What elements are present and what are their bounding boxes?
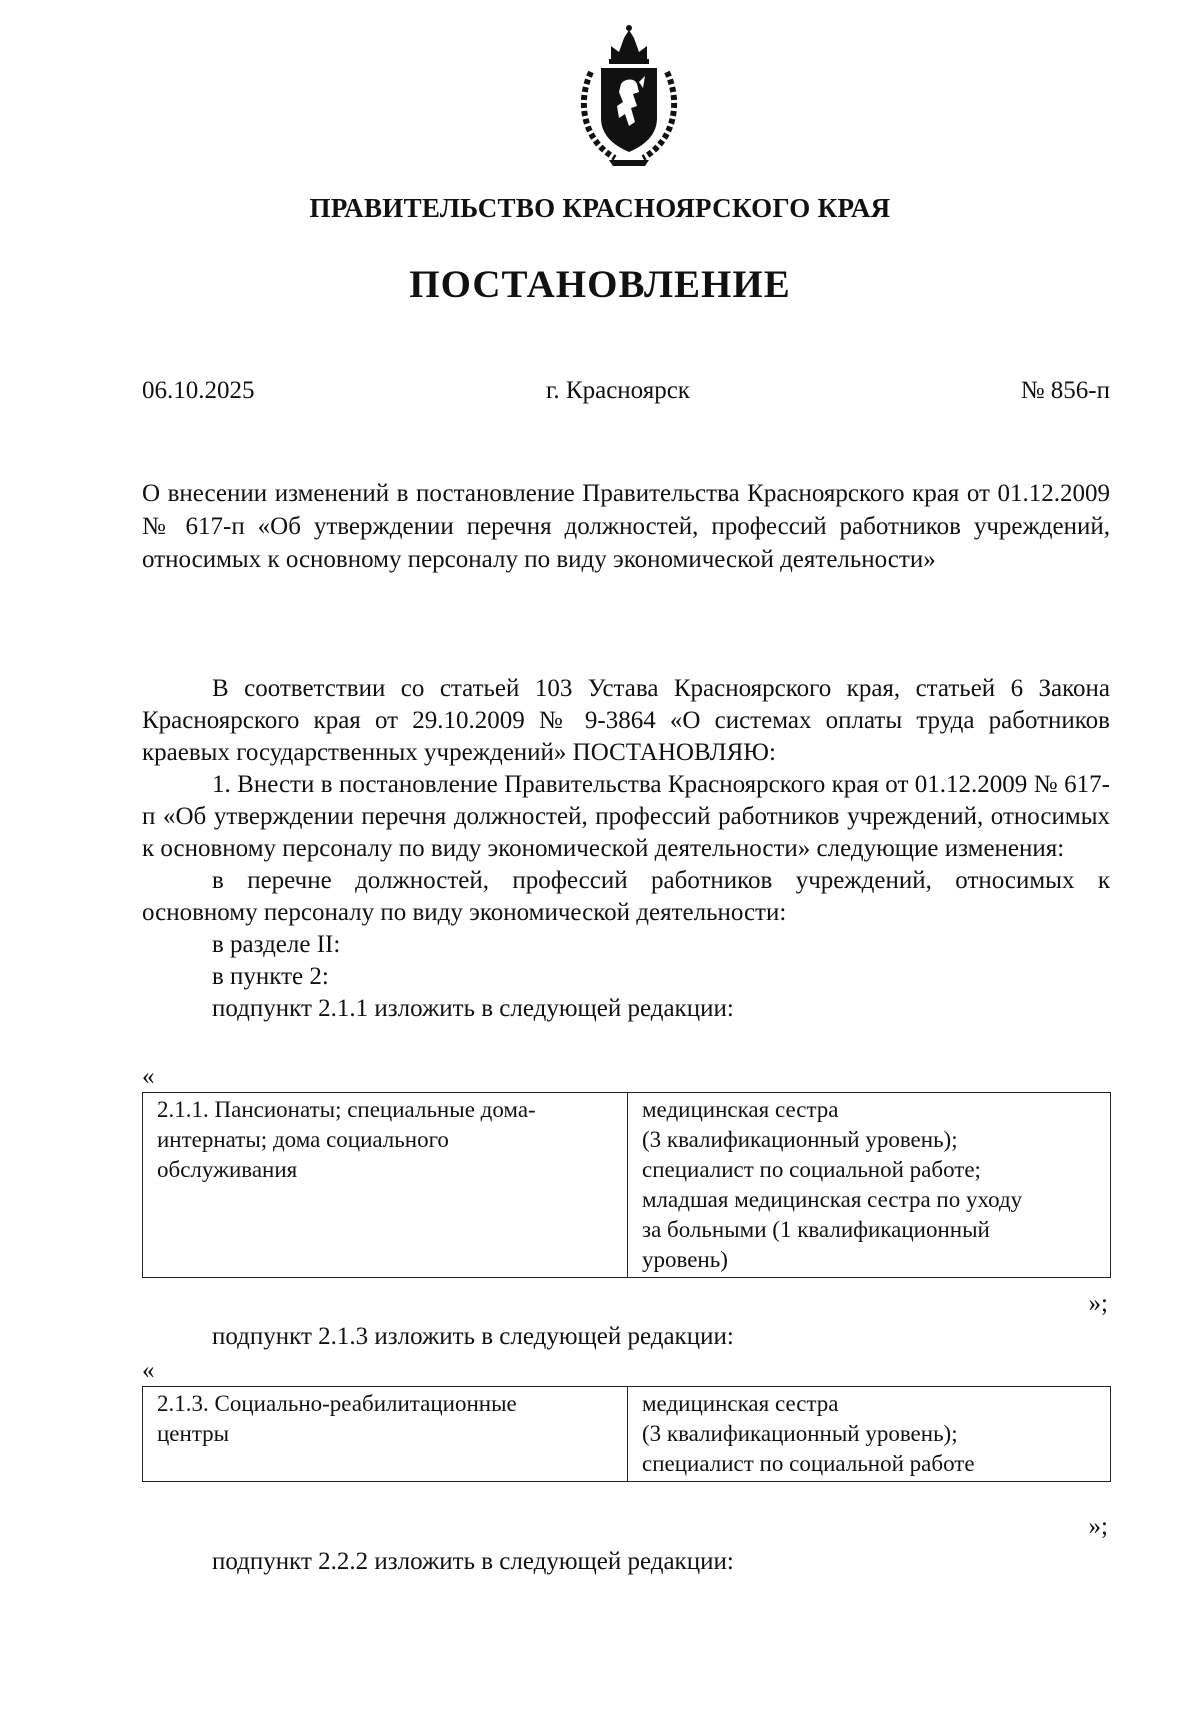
document-type: ПОСТАНОВЛЕНИЕ (409, 263, 791, 306)
quote-open-mark: « (142, 1063, 155, 1090)
krasnoyarsk-coat-of-arms-emblem (569, 22, 689, 168)
subpoint-2-1-3-line: подпункт 2.1.3 изложить в следующей редакции: (212, 1323, 734, 1350)
cell-line: центры (157, 1421, 230, 1446)
cell-line: медицинская сестра (642, 1391, 839, 1416)
clause-1-paragraph: 1. Внести в постановление Правительства Красноярского края от 01.12.2009 № 617-п «Об утверждении перечня должностей, профессий работников учреждений, относимых к основному персоналу по виду экономической деятельности» следующие изменения: (142, 771, 1110, 862)
cell-line: специалист по социальной работе (642, 1451, 975, 1476)
list-changes-paragraph: в перечне должностей, профессий работников учреждений, относимых к основному персоналу по виду экономической деятельности: (142, 867, 1110, 926)
subpoint-2-2-2-line: подпункт 2.2.2 изложить в следующей редакции: (212, 1548, 734, 1575)
document-number: № 856-п (1020, 377, 1110, 404)
table-cell-positions (628, 1093, 1111, 1278)
cell-line: 2.1.3. Социально-реабилитационные (157, 1391, 517, 1416)
quote-open-mark: « (142, 1357, 155, 1384)
cell-line: (3 квалификационный уровень); (642, 1421, 958, 1446)
table-row (143, 1093, 1111, 1278)
cell-line: интернаты; дома социального (157, 1127, 449, 1152)
amendment-table-2-1-1 (142, 1092, 1111, 1278)
document-subject: О внесении изменений в постановление Правительства Красноярского края от 01.12.2009 № 617-п «Об утверждении перечня должностей, профессий работников учреждений, относимых к основному персоналу по виду экономической деятельности» (142, 480, 1110, 573)
quote-close-mark: »; (1088, 1513, 1108, 1540)
preamble-paragraph: В соответствии со статьей 103 Устава Красноярского края, статьей 6 Закона Красноярского края от 29.10.2009 № 9-3864 «О системах оплаты труда работников краевых государственных учреждений» ПОСТАНОВЛЯЮ: (142, 675, 1110, 766)
amendment-table-2-1-3 (142, 1386, 1111, 1482)
cell-line: младшая медицинская сестра по уходу (642, 1187, 1023, 1212)
document-body (142, 673, 1110, 1025)
document-city: г. Красноярск (546, 377, 690, 404)
quote-close-mark: »; (1088, 1290, 1108, 1317)
cell-line: (3 квалификационный уровень); (642, 1127, 958, 1152)
subpoint-2-1-1-line: подпункт 2.1.1 изложить в следующей редакции: (212, 995, 734, 1022)
table-cell-institution (143, 1387, 628, 1482)
cell-line: обслуживания (157, 1157, 298, 1182)
table-row (143, 1387, 1111, 1482)
point-2-line: в пункте 2: (212, 963, 329, 990)
cell-line: специалист по социальной работе; (642, 1157, 981, 1182)
cell-line: уровень) (642, 1247, 728, 1272)
table-cell-institution (143, 1093, 628, 1278)
section-ii-line: в разделе II: (212, 931, 341, 958)
table-cell-positions (628, 1387, 1111, 1482)
cell-line: медицинская сестра (642, 1097, 839, 1122)
cell-line: за больными (1 квалификационный (642, 1217, 990, 1242)
cell-line: 2.1.1. Пансионаты; специальные дома- (157, 1097, 536, 1122)
government-name: ПРАВИТЕЛЬСТВО КРАСНОЯРСКОГО КРАЯ (309, 193, 891, 223)
document-date: 06.10.2025 (142, 377, 255, 404)
